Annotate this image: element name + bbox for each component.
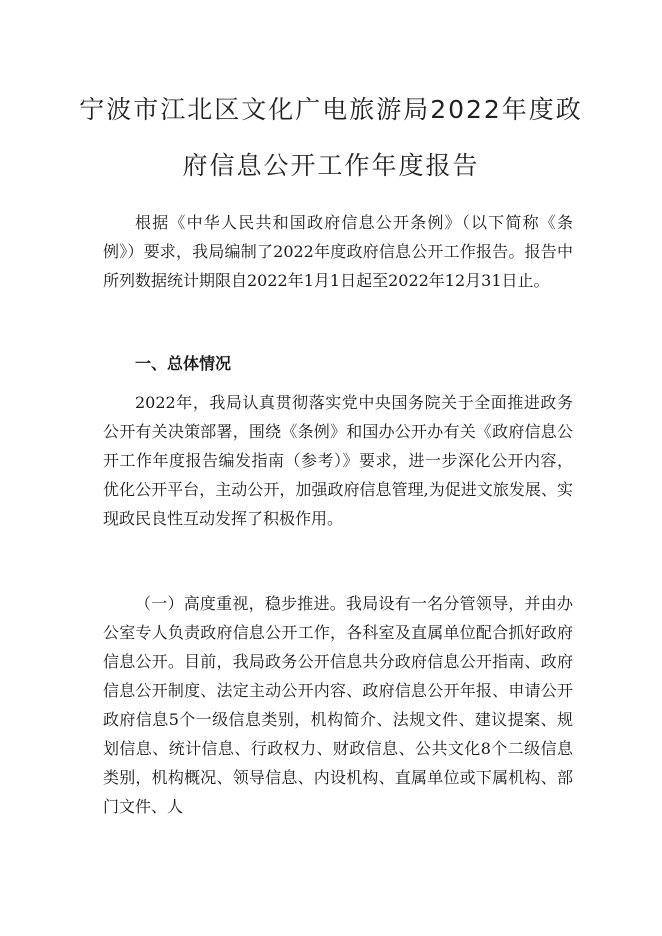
intro-paragraph: 根据《中华人民共和国政府信息公开条例》（以下简称《条例》）要求，我局编制了2022年度政府信息公开工作报告。报告中所列数据统计期限自2022年1月1日起至2022年12月31日止。	[103, 213, 573, 290]
document-title-line-1: 宁波市江北区文化广电旅游局2022年度政	[79, 95, 583, 124]
overview-paragraph: 2022年，我局认真贯彻落实党中央国务院关于全面推进政务公开有关决策部署，围绕《条例》和国办公开办有关《政府信息公开工作年度报告编发指南（参考）》要求，进一步深化公开内容，优化公开平台，主动公开，加强政府信息管理,为促进文旅发展、实现政民良性互动发挥了积极作用。	[103, 393, 573, 528]
document-title-line-2: 府信息公开工作年度报告	[182, 151, 480, 180]
subsection-paragraph-1: （一）高度重视，稳步推进。我局设有一名分管领导，并由办公室专人负责政府信息公开工作，各科室及直属单位配合抓好政府信息公开。目前，我局政务公开信息共分政府信息公开指南、政府信息公开制度、法定主动公开内容、政府信息公开年报、申请公开政府信息5个一级信息类别，机构简介、法规文件、建议提案、规划信息、统计信息、行政权力、财政信息、公共文化8个二级信息类别，机构概况、领导信息、内设机构、直属单位或下属机构、部门文件、人	[103, 594, 573, 816]
section-heading-overview: 一、总体情况	[135, 354, 232, 373]
